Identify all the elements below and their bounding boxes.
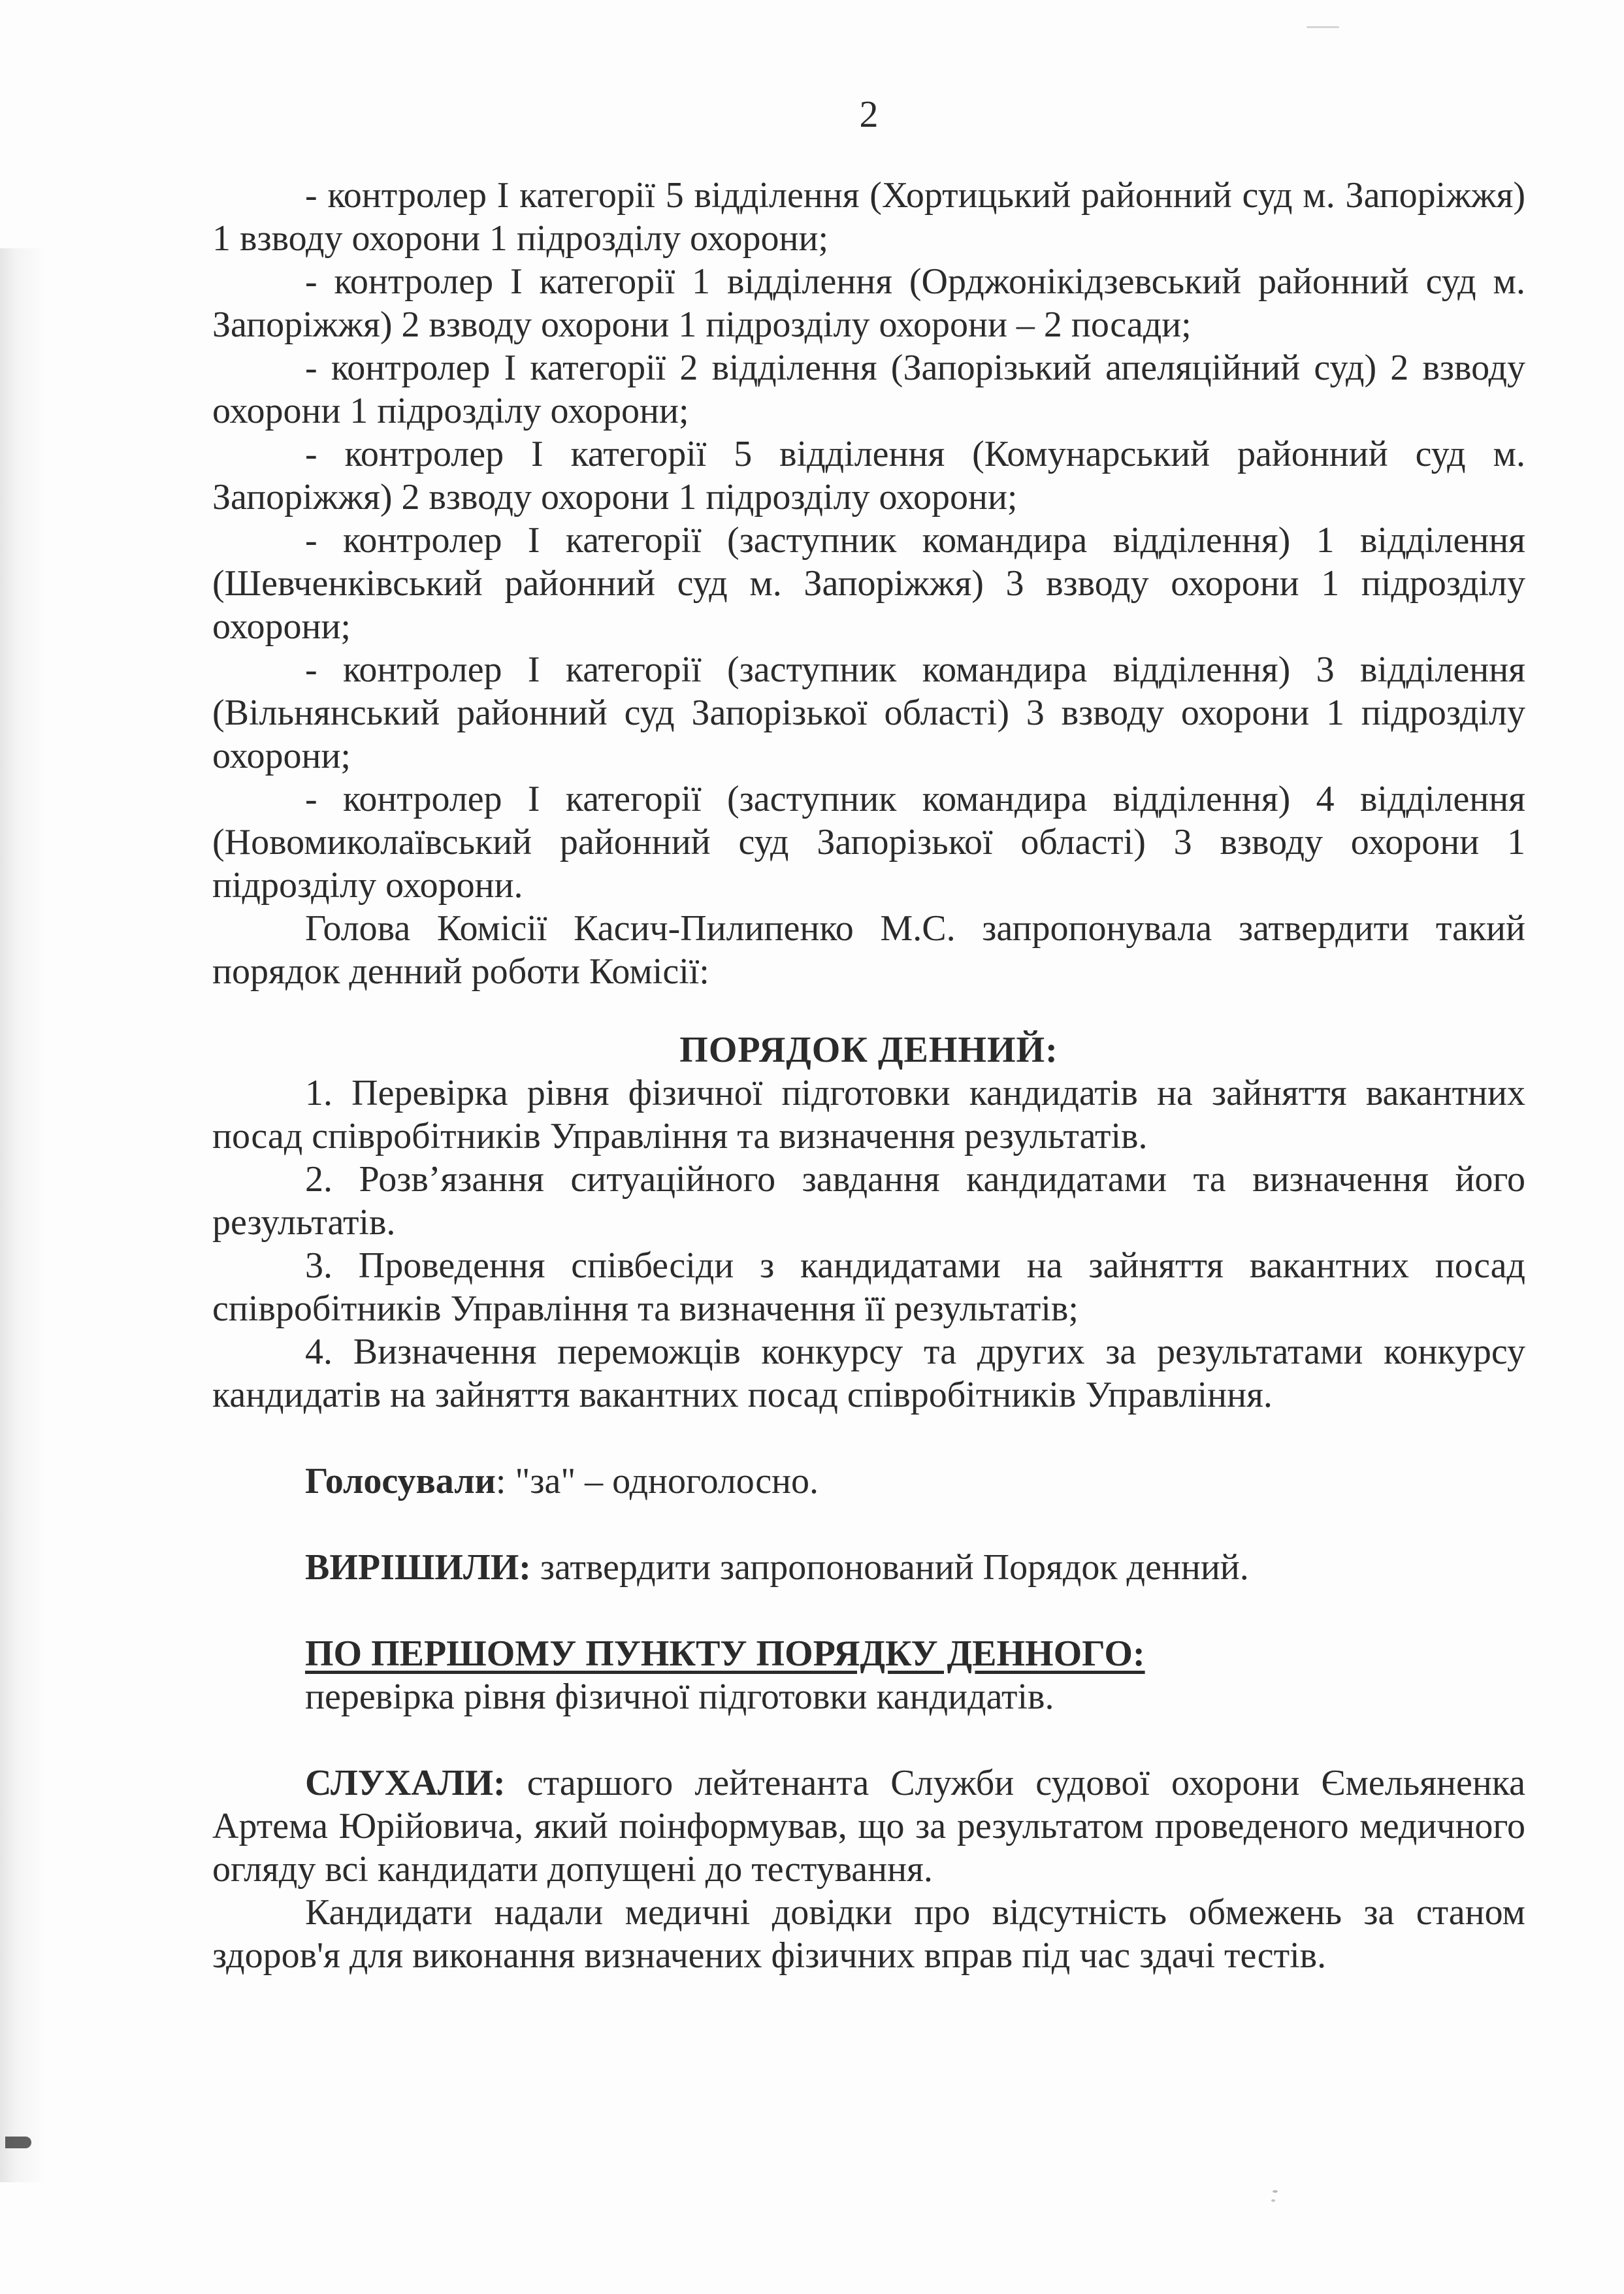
- decision-text: затвердити запропонований Порядок денний.: [530, 1547, 1249, 1588]
- agenda-proposal: Голова Комісії Касич-Пилипенко М.С. запропонувала затвердити такий порядок денний роботи Комісії:: [212, 908, 1525, 992]
- heard-paragraph: [212, 1761, 1525, 1891]
- position-item: - контролер І категорії 5 відділення (Хортицький районний суд м. Запоріжжя) 1 взводу охорони 1 підрозділу охорони;: [212, 175, 1525, 259]
- vote-label: Голосували: [305, 1461, 496, 1501]
- position-item: - контролер І категорії (заступник командира відділення) 4 відділення (Новомиколаївський районний суд Запорізької області) 3 взводу охорони 1 підрозділу охорони.: [212, 779, 1525, 906]
- agenda-item: 1. Перевірка рівня фізичної підготовки кандидатів на зайняття вакантних посад співробітників Управління та визначення результатів.: [212, 1073, 1525, 1156]
- scan-speck: [1307, 26, 1339, 28]
- spacer: [212, 1718, 1525, 1761]
- vote-line: [212, 1460, 1525, 1503]
- heard-label: СЛУХАЛИ:: [305, 1763, 506, 1803]
- agenda-item: 2. Розв’язання ситуаційного завдання кандидатами та визначення його результатів.: [212, 1159, 1525, 1243]
- agenda-item: 4. Визначення переможців конкурсу та других за результатами конкурсу кандидатів на зайняття вакантних посад співробітників Управління.: [212, 1332, 1525, 1415]
- decision-line: [212, 1546, 1525, 1589]
- scan-edge-shadow: [0, 248, 46, 2182]
- agenda-heading: ПОРЯДОК ДЕННИЙ:: [679, 1030, 1058, 1070]
- scan-speck: [1273, 2190, 1278, 2193]
- decision-label: ВИРІШИЛИ:: [305, 1547, 531, 1588]
- first-item-subtitle: перевірка рівня фізичної підготовки кандидатів.: [305, 1677, 1054, 1717]
- spacer: [212, 1417, 1525, 1460]
- page-number: 2: [859, 93, 879, 135]
- position-item: - контролер І категорії 5 відділення (Комунарський районний суд м. Запоріжжя) 2 взводу охорони 1 підрозділу охорони;: [212, 434, 1525, 517]
- position-item: - контролер І категорії 2 відділення (Запорізький апеляційний суд) 2 взводу охорони 1 підрозділу охорони;: [212, 348, 1525, 431]
- spacer: [212, 1503, 1525, 1546]
- scan-speck: [1271, 2199, 1275, 2202]
- agenda-item: 3. Проведення співбесіди з кандидатами на зайняття вакантних посад співробітників Управління та визначення її результатів;: [212, 1245, 1525, 1329]
- candidates-note: Кандидати надали медичні довідки про відсутність обмежень за станом здоров'я для виконання визначених фізичних вправ під час здачі тестів.: [212, 1892, 1525, 1976]
- first-item-heading: ПО ПЕРШОМУ ПУНКТУ ПОРЯДКУ ДЕННОГО:: [305, 1633, 1145, 1674]
- position-item: - контролер І категорії 1 відділення (Орджонікідзевський районний суд м. Запоріжжя) 2 взводу охорони 1 підрозділу охорони – 2 посади;: [212, 261, 1525, 345]
- heard-text: старшого лейтенанта Служби судової охорони Ємельяненка Артема Юрійовича, який поінформував, що за результатом проведеного медичного огляду всі кандидати допущені до тестування.: [212, 1763, 1525, 1890]
- scan-artifact-mark: [5, 2137, 31, 2148]
- document-body: [212, 174, 1525, 1977]
- position-item: - контролер І категорії (заступник командира відділення) 1 відділення (Шевченківський районний суд м. Запоріжжя) 3 взводу охорони 1 підрозділу охорони;: [212, 520, 1525, 647]
- position-item: - контролер І категорії (заступник командира відділення) 3 відділення (Вільнянський районний суд Запорізької області) 3 взводу охорони 1 підрозділу охорони;: [212, 649, 1525, 776]
- vote-text: : "за" – одноголосно.: [495, 1461, 819, 1501]
